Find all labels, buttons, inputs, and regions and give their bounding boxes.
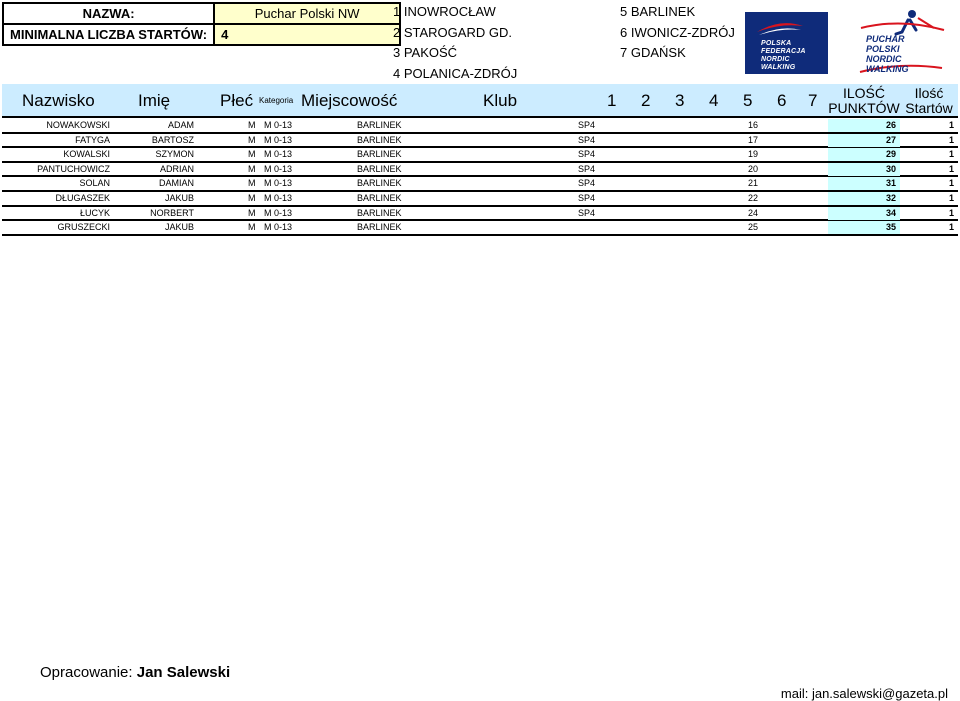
cell-round-5: 16 <box>747 120 758 130</box>
cup-logo-text: PUCHAR POLSKI NORDIC WALKING <box>866 34 909 74</box>
header-surname: Nazwisko <box>22 91 95 110</box>
cell-city: BARLINEK <box>357 178 402 189</box>
cell-starts: 1 <box>948 134 954 145</box>
header-round-1: 1 <box>607 91 617 110</box>
name-value: Puchar Polski NW <box>214 3 400 24</box>
results-table <box>2 119 958 236</box>
cell-name: SZYMON <box>155 149 194 160</box>
cell-club: SP4 <box>578 149 596 160</box>
header-club: Klub <box>483 91 518 110</box>
cell-points: 35 <box>885 222 896 233</box>
meta-table <box>2 2 401 46</box>
cell-club: SP4 <box>578 120 596 130</box>
cell-round-5: 19 <box>747 149 758 160</box>
cell-gender: M <box>248 192 256 203</box>
location-item: 6 IWONICZ-ZDRÓJ <box>620 24 735 40</box>
footer-prepared-by <box>40 664 230 681</box>
header-round-2: 2 <box>641 91 651 110</box>
cell-points: 29 <box>885 149 896 160</box>
location-item: 7 GDAŃSK <box>620 45 686 60</box>
cell-club: SP4 <box>578 134 596 145</box>
table-row <box>2 148 958 163</box>
cell-surname: DŁUGASZEK <box>55 192 110 203</box>
cell-gender: M <box>248 149 256 160</box>
cell-city: BARLINEK <box>357 149 402 160</box>
cell-starts: 1 <box>948 149 954 160</box>
cell-name: JAKUB <box>164 192 194 203</box>
cell-round-5: 17 <box>747 134 758 145</box>
cell-name: BARTOSZ <box>151 134 194 145</box>
header-round-5: 5 <box>743 91 753 110</box>
location-item: 4 POLANICA-ZDRÓJ <box>393 65 518 81</box>
cell-gender: M <box>248 134 256 145</box>
table-row <box>2 134 958 149</box>
header-gender: Płeć <box>220 91 254 110</box>
cell-category: M 0-13 <box>264 163 293 174</box>
cell-category: M 0-13 <box>264 149 293 160</box>
cell-name: DAMIAN <box>158 178 194 189</box>
cell-category: M 0-13 <box>264 192 293 203</box>
cell-category: M 0-13 <box>264 207 293 218</box>
locations-col1 <box>393 2 517 84</box>
location-item: 3 PAKOŚĆ <box>393 45 458 60</box>
table-header <box>2 84 958 118</box>
cell-starts: 1 <box>948 192 954 203</box>
cell-category: M 0-13 <box>264 178 293 189</box>
cell-gender: M <box>248 120 256 130</box>
name-label: NAZWA: <box>3 3 214 24</box>
header-starts: Ilość Startów <box>905 85 953 116</box>
cell-surname: SOLAN <box>79 178 110 189</box>
locations-col2 <box>620 2 735 64</box>
header-round-7: 7 <box>808 91 818 110</box>
table-row <box>2 177 958 192</box>
cell-gender: M <box>248 207 256 218</box>
cell-category: M 0-13 <box>264 222 293 233</box>
cell-round-5: 20 <box>747 163 758 174</box>
cell-city: BARLINEK <box>357 192 402 203</box>
cell-club: SP4 <box>578 163 596 174</box>
cell-city: BARLINEK <box>357 134 402 145</box>
min-starts-value: 4 <box>214 24 400 45</box>
cell-name: ADAM <box>167 120 194 130</box>
location-item: 2 STAROGARD GD. <box>393 24 512 40</box>
cell-surname: PANTUCHOWICZ <box>37 163 110 174</box>
cell-points: 30 <box>885 163 896 174</box>
cell-gender: M <box>248 222 256 233</box>
cell-surname: ŁUCYK <box>79 207 110 218</box>
cell-category: M 0-13 <box>264 120 293 130</box>
cell-name: ADRIAN <box>159 163 194 174</box>
cell-points: 26 <box>885 120 896 130</box>
table-row <box>2 207 958 222</box>
cell-surname: KOWALSKI <box>63 149 110 160</box>
location-item: 1 INOWROCŁAW <box>393 4 496 19</box>
location-item: 5 BARLINEK <box>620 4 696 19</box>
min-starts-label: MINIMALNA LICZBA STARTÓW: <box>3 24 214 45</box>
cell-surname: GRUSZECKI <box>57 222 110 233</box>
cell-gender: M <box>248 178 256 189</box>
header-category: Kategoria <box>259 96 294 105</box>
cell-starts: 1 <box>948 163 954 174</box>
cell-category: M 0-13 <box>264 134 293 145</box>
cell-points: 27 <box>885 134 896 145</box>
header-city: Miejscowość <box>301 91 398 110</box>
cell-club: SP4 <box>578 178 596 189</box>
header-points: ILOŚĆ PUNKTÓW <box>828 85 900 116</box>
prepared-label: Opracowanie: <box>40 664 133 681</box>
cell-round-5: 22 <box>747 192 758 203</box>
cell-starts: 1 <box>948 207 954 218</box>
cell-club: SP4 <box>578 207 596 218</box>
header-round-3: 3 <box>675 91 685 110</box>
cell-points: 34 <box>885 207 896 218</box>
cell-club: SP4 <box>578 192 596 203</box>
cell-city: BARLINEK <box>357 163 402 174</box>
cell-gender: M <box>248 163 256 174</box>
cell-name: NORBERT <box>150 207 194 218</box>
cell-round-5: 24 <box>747 207 758 218</box>
header-name: Imię <box>138 91 171 110</box>
cell-points: 31 <box>885 178 896 189</box>
cell-city: BARLINEK <box>357 207 402 218</box>
cell-city: BARLINEK <box>357 222 402 233</box>
cell-round-5: 21 <box>747 178 758 189</box>
cell-round-5: 25 <box>747 222 758 233</box>
federation-logo-text: POLSKA FEDERACJA NORDIC WALKING <box>761 40 806 71</box>
cell-starts: 1 <box>948 222 954 233</box>
prepared-name: Jan Salewski <box>136 664 231 681</box>
table-row <box>2 192 958 207</box>
cell-starts: 1 <box>948 120 954 130</box>
cell-surname: FATYGA <box>75 134 110 145</box>
table-row <box>2 163 958 178</box>
cell-starts: 1 <box>948 178 954 189</box>
cell-city: BARLINEK <box>357 120 402 130</box>
cell-surname: NOWAKOWSKI <box>46 120 110 130</box>
cell-name: JAKUB <box>164 222 194 233</box>
header-round-4: 4 <box>709 91 719 110</box>
cup-logo <box>856 8 948 74</box>
federation-logo <box>745 12 828 74</box>
cell-points: 32 <box>885 192 896 203</box>
table-row <box>2 221 958 236</box>
footer-email: mail: jan.salewski@gazeta.pl <box>780 686 948 701</box>
swoosh-icon <box>755 20 805 36</box>
header-round-6: 6 <box>777 91 787 110</box>
table-row <box>2 119 958 134</box>
